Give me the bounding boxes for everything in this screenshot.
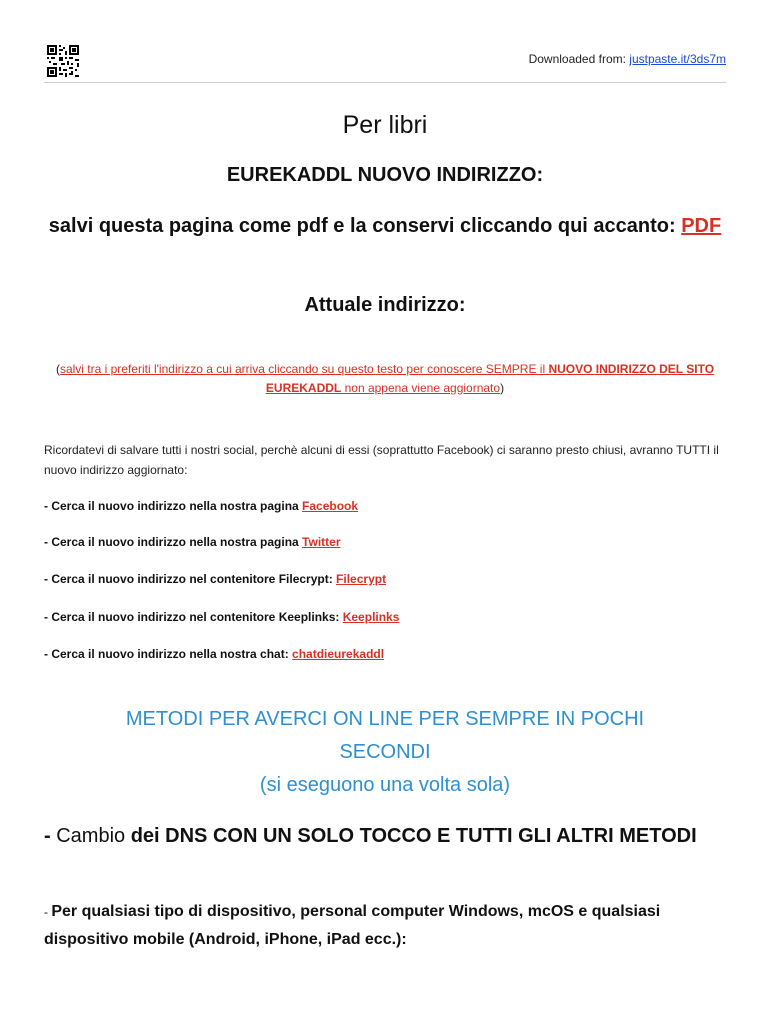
notice-bold: NUOVO INDIRIZZO DEL SITO EUREKADDL — [265, 362, 715, 395]
methods-heading — [44, 703, 726, 802]
item-text: - Cerca il nuovo indirizzo nella nostra chat: — [44, 647, 293, 661]
save-instructions — [44, 211, 726, 242]
dns-bold1: dei — [130, 825, 166, 847]
dns-normal: Cambio — [56, 825, 131, 847]
notice-part2: non appena viene aggiornato — [341, 381, 501, 395]
methods-line1: METODI PER AVERCI ON LINE PER SEMPRE IN POCHI SECONDI — [125, 708, 645, 763]
qr-code-icon — [46, 44, 80, 78]
keeplinks-link[interactable]: Keeplinks — [342, 610, 400, 624]
device-text: Per qualsiasi tipo di dispositivo, personal computer Windows, mcOS e qualsiasi dispositivo mobile (Android, iPhone, iPad ecc.): — [44, 903, 661, 948]
twitter-link[interactable]: Twitter — [302, 535, 341, 549]
page-title: Per libri — [342, 111, 428, 139]
list-item — [44, 535, 726, 549]
main-heading: EUREKADDL NUOVO INDIRIZZO: — [226, 164, 544, 186]
list-item — [44, 572, 726, 586]
social-paragraph: Ricordatevi di salvare tutti i nostri social, perchè alcuni di essi (soprattutto Facebook) ci saranno presto chiusi, avranno TUTTI il nuovo indirizzo aggiornato: — [44, 443, 719, 477]
save-text: salvi questa pagina come pdf e la conservi cliccando qui accanto: — [48, 215, 682, 237]
pdf-link[interactable]: PDF — [681, 215, 722, 237]
facebook-link[interactable]: Facebook — [302, 499, 359, 513]
item-text: - Cerca il nuovo indirizzo nel contenitore Keeplinks: — [44, 610, 343, 624]
header-divider — [44, 82, 726, 83]
dns-bold2: DNS CON UN SOLO TOCCO E TUTTI GLI ALTRI METODI — [165, 825, 697, 847]
downloaded-from — [529, 52, 726, 66]
page-header — [44, 44, 726, 78]
bookmark-notice — [44, 360, 726, 398]
item-text: - Cerca il nuovo indirizzo nella nostra pagina — [44, 499, 303, 513]
current-address-heading: Attuale indirizzo: — [304, 294, 466, 316]
dns-heading — [44, 820, 726, 852]
device-dash: - — [44, 905, 52, 919]
notice-close-paren: ) — [500, 381, 505, 395]
methods-line2: (si eseguono una volta sola) — [259, 774, 511, 796]
downloaded-prefix: Downloaded from: — [528, 52, 630, 66]
device-heading — [44, 898, 726, 954]
dns-dash: - — [44, 825, 57, 847]
list-item — [44, 647, 726, 661]
bookmark-link[interactable] — [60, 362, 714, 395]
notice-open-paren: ( — [55, 362, 60, 376]
notice-part1: salvi tra i preferiti l'indirizzo a cui arriva cliccando su questo testo per conoscere SEMPRE il — [59, 362, 549, 376]
list-item — [44, 499, 726, 513]
source-link[interactable]: justpaste.it/3ds7m — [629, 52, 726, 66]
list-item — [44, 610, 726, 624]
item-text: - Cerca il nuovo indirizzo nel contenitore Filecrypt: — [44, 572, 337, 586]
chat-link[interactable]: chatdieurekaddl — [292, 647, 385, 661]
filecrypt-link[interactable]: Filecrypt — [336, 572, 387, 586]
item-text: - Cerca il nuovo indirizzo nella nostra pagina — [44, 535, 303, 549]
